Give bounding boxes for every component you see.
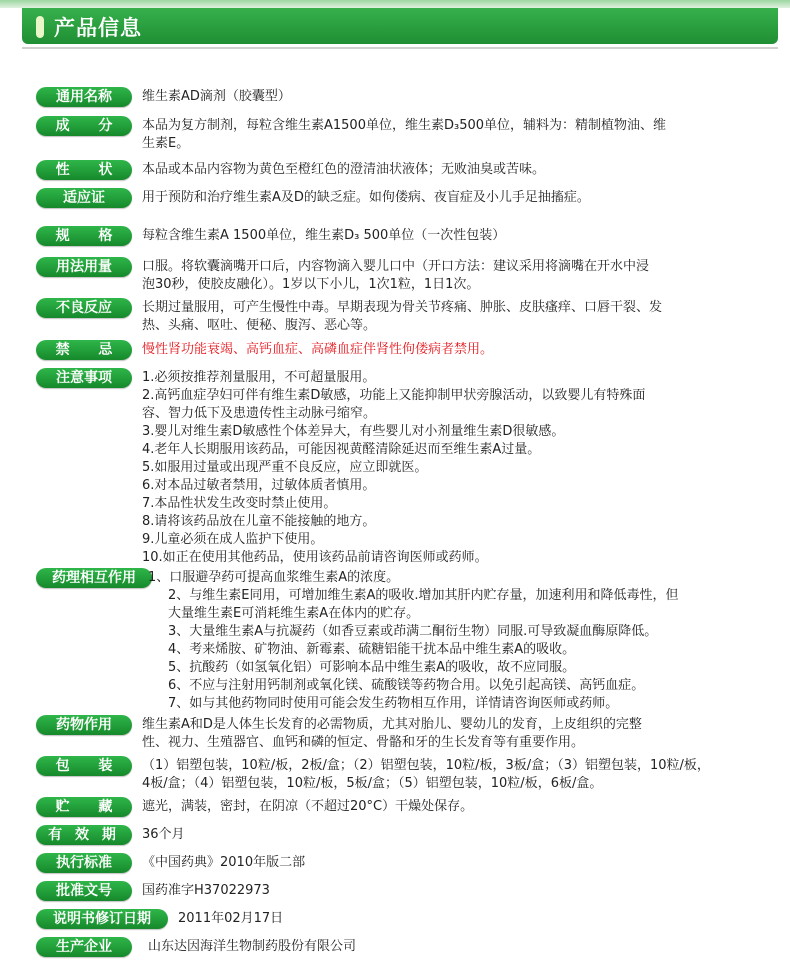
label-indications: 适应证: [36, 188, 132, 208]
label-approval: 批准文号: [36, 881, 132, 901]
label-standard: 执行标准: [36, 853, 132, 873]
value-dosage: [142, 258, 772, 294]
interaction-item: 1、口服避孕药可提高血浆维生素A的浓度。: [148, 570, 400, 585]
interaction-item: 4、考来烯胺、矿物油、新霉素、硫糖铝能干扰本品中维生素A的吸收。: [168, 642, 576, 657]
label-contraindications: 禁 忌: [36, 340, 132, 360]
precaution-item: 7.本品性状发生改变时禁止使用。: [142, 496, 337, 511]
adverse-line: 长期过量服用，可产生慢性中毒。早期表现为骨关节疼痛、肿胀、皮肤瘙痒、口唇干裂、发: [142, 300, 663, 315]
package-line: 4板/盒；（4）铝塑包装，10粒/板，5板/盒；（5）铝塑包装，10粒/板，6板/盒。: [142, 776, 603, 791]
interaction-item: 6、不应与注射用钙制剂或氧化镁、硫酸镁等药物合用。以免引起高镁、高钙血症。: [168, 678, 645, 693]
value-approval: 国药准字H37022973: [142, 883, 270, 898]
precaution-item: 3.婴儿对维生素D敏感性个体差异大，有些婴儿对小剂量维生素D很敏感。: [142, 424, 565, 439]
value-indications: 用于预防和治疗维生素A及D的缺乏症。如佝偻病、夜盲症及小儿手足抽搐症。: [142, 190, 590, 205]
label-package: 包 装: [36, 756, 132, 776]
label-manufacturer: 生产企业: [36, 937, 132, 957]
precaution-item: 2.高钙血症孕妇可伴有维生素D敏感，功能上又能抑制甲状旁腺活动，以致婴儿有特殊面: [142, 388, 646, 403]
precaution-item: 10.如正在使用其他药品，使用该药品前请咨询医师或药师。: [142, 550, 488, 565]
label-generic-name: 通用名称: [36, 87, 132, 107]
label-specification: 规 格: [36, 226, 132, 246]
value-package: [142, 757, 772, 793]
interaction-item: 5、抗酸药（如氢氧化铝）可影响本品中维生素A的吸收，故不应同服。: [168, 660, 576, 675]
label-ingredients: 成 分: [36, 116, 132, 136]
precaution-item: 4.老年人长期服用该药品，可能因视黄醛清除延迟而至维生素A过量。: [142, 442, 541, 457]
precaution-item: 9.儿童必须在成人监护下使用。: [142, 532, 324, 547]
value-ingredients: [142, 117, 772, 153]
top-strip: [0, 0, 790, 8]
label-validity: 有 效 期: [36, 825, 132, 845]
value-storage: 遮光，满装，密封，在阴凉（不超过20°C）干燥处保存。: [142, 799, 474, 814]
label-properties: 性 状: [36, 160, 132, 180]
ingredients-line: 生素E。: [142, 136, 190, 151]
section-title: 产品信息: [54, 16, 142, 40]
header-pill-icon: [36, 16, 44, 38]
label-precautions: 注意事项: [36, 368, 132, 388]
header-divider: [22, 47, 778, 49]
adverse-line: 热、头痛、呕吐、便秘、腹泻、恶心等。: [142, 318, 377, 333]
precaution-item: 6.对本品过敏者禁用，过敏体质者慎用。: [142, 478, 376, 493]
value-precautions: [142, 369, 772, 567]
value-generic-name: 维生素AD滴剂（胶囊型）: [142, 89, 291, 104]
value-manufacturer: 山东达因海洋生物制药股份有限公司: [148, 939, 357, 954]
value-adverse-reactions: [142, 299, 772, 335]
dosage-line: 泡30秒，使胶皮融化）。1岁以下小儿，1次1粒，1日1次。: [142, 277, 480, 292]
label-dosage: 用法用量: [36, 257, 132, 277]
interaction-item: 3、大量维生素A与抗凝药（如香豆素或茚满二酮衍生物）同服.可导致凝血酶原降低。: [168, 624, 658, 639]
value-interactions: [148, 569, 772, 713]
value-validity: 36个月: [142, 827, 185, 842]
interaction-item: 7、如与其他药物同时使用可能会发生药物相互作用，详情请咨询医师或药师。: [168, 696, 619, 711]
value-action: [142, 716, 772, 752]
value-contraindications: 慢性肾功能衰竭、高钙血症、高磷血症伴肾性佝偻病者禁用。: [142, 342, 494, 357]
value-properties: 本品或本品内容物为黄色至橙红色的澄清油状液体；无败油臭或苦味。: [142, 162, 546, 177]
value-standard: 《中国药典》2010年版二部: [142, 855, 306, 870]
value-revision-date: 2011年02月17日: [178, 911, 284, 926]
precaution-item: 8.请将该药品放在儿童不能接触的地方。: [142, 514, 376, 529]
label-revision-date: 说明书修订日期: [36, 909, 168, 929]
dosage-line: 口服。将软囊滴嘴开口后，内容物滴入婴儿口中（开口方法：建议采用将滴嘴在开水中浸: [142, 259, 650, 274]
action-line: 性、视力、生殖器官、血钙和磷的恒定、骨骼和牙的生长发育等有重要作用。: [142, 735, 585, 750]
precaution-item: 容、智力低下及患遗传性主动脉弓缩窄。: [142, 406, 377, 421]
precaution-item: 1.必须按推荐剂量服用，不可超量服用。: [142, 370, 376, 385]
interaction-item: 大量维生素E可消耗维生素A在体内的贮存。: [168, 606, 420, 621]
section-header: [22, 8, 778, 44]
label-adverse-reactions: 不良反应: [36, 298, 132, 318]
precaution-item: 5.如服用过量或出现严重不良反应，应立即就医。: [142, 460, 428, 475]
package-line: （1）铝塑包装，10粒/板，2板/盒；（2）铝塑包装，10粒/板，3板/盒；（3）铝塑包装，10粒/板，: [142, 758, 710, 773]
interaction-item: 2、与维生素E同用，可增加维生素A的吸收.增加其肝内贮存量，加速利用和降低毒性，但: [168, 588, 679, 603]
action-line: 维生素A和D是人体生长发育的必需物质，尤其对胎儿、婴幼儿的发育，上皮组织的完整: [142, 717, 642, 732]
ingredients-line: 本品为复方制剂，每粒含维生素A1500单位，维生素D₃500单位，辅料为：精制植物油、维: [142, 118, 667, 133]
label-storage: 贮 藏: [36, 797, 132, 817]
value-specification: 每粒含维生素A 1500单位，维生素D₃ 500单位（一次性包装）: [142, 228, 506, 243]
label-interactions: 药理相互作用: [36, 568, 152, 588]
label-action: 药物作用: [36, 715, 132, 735]
